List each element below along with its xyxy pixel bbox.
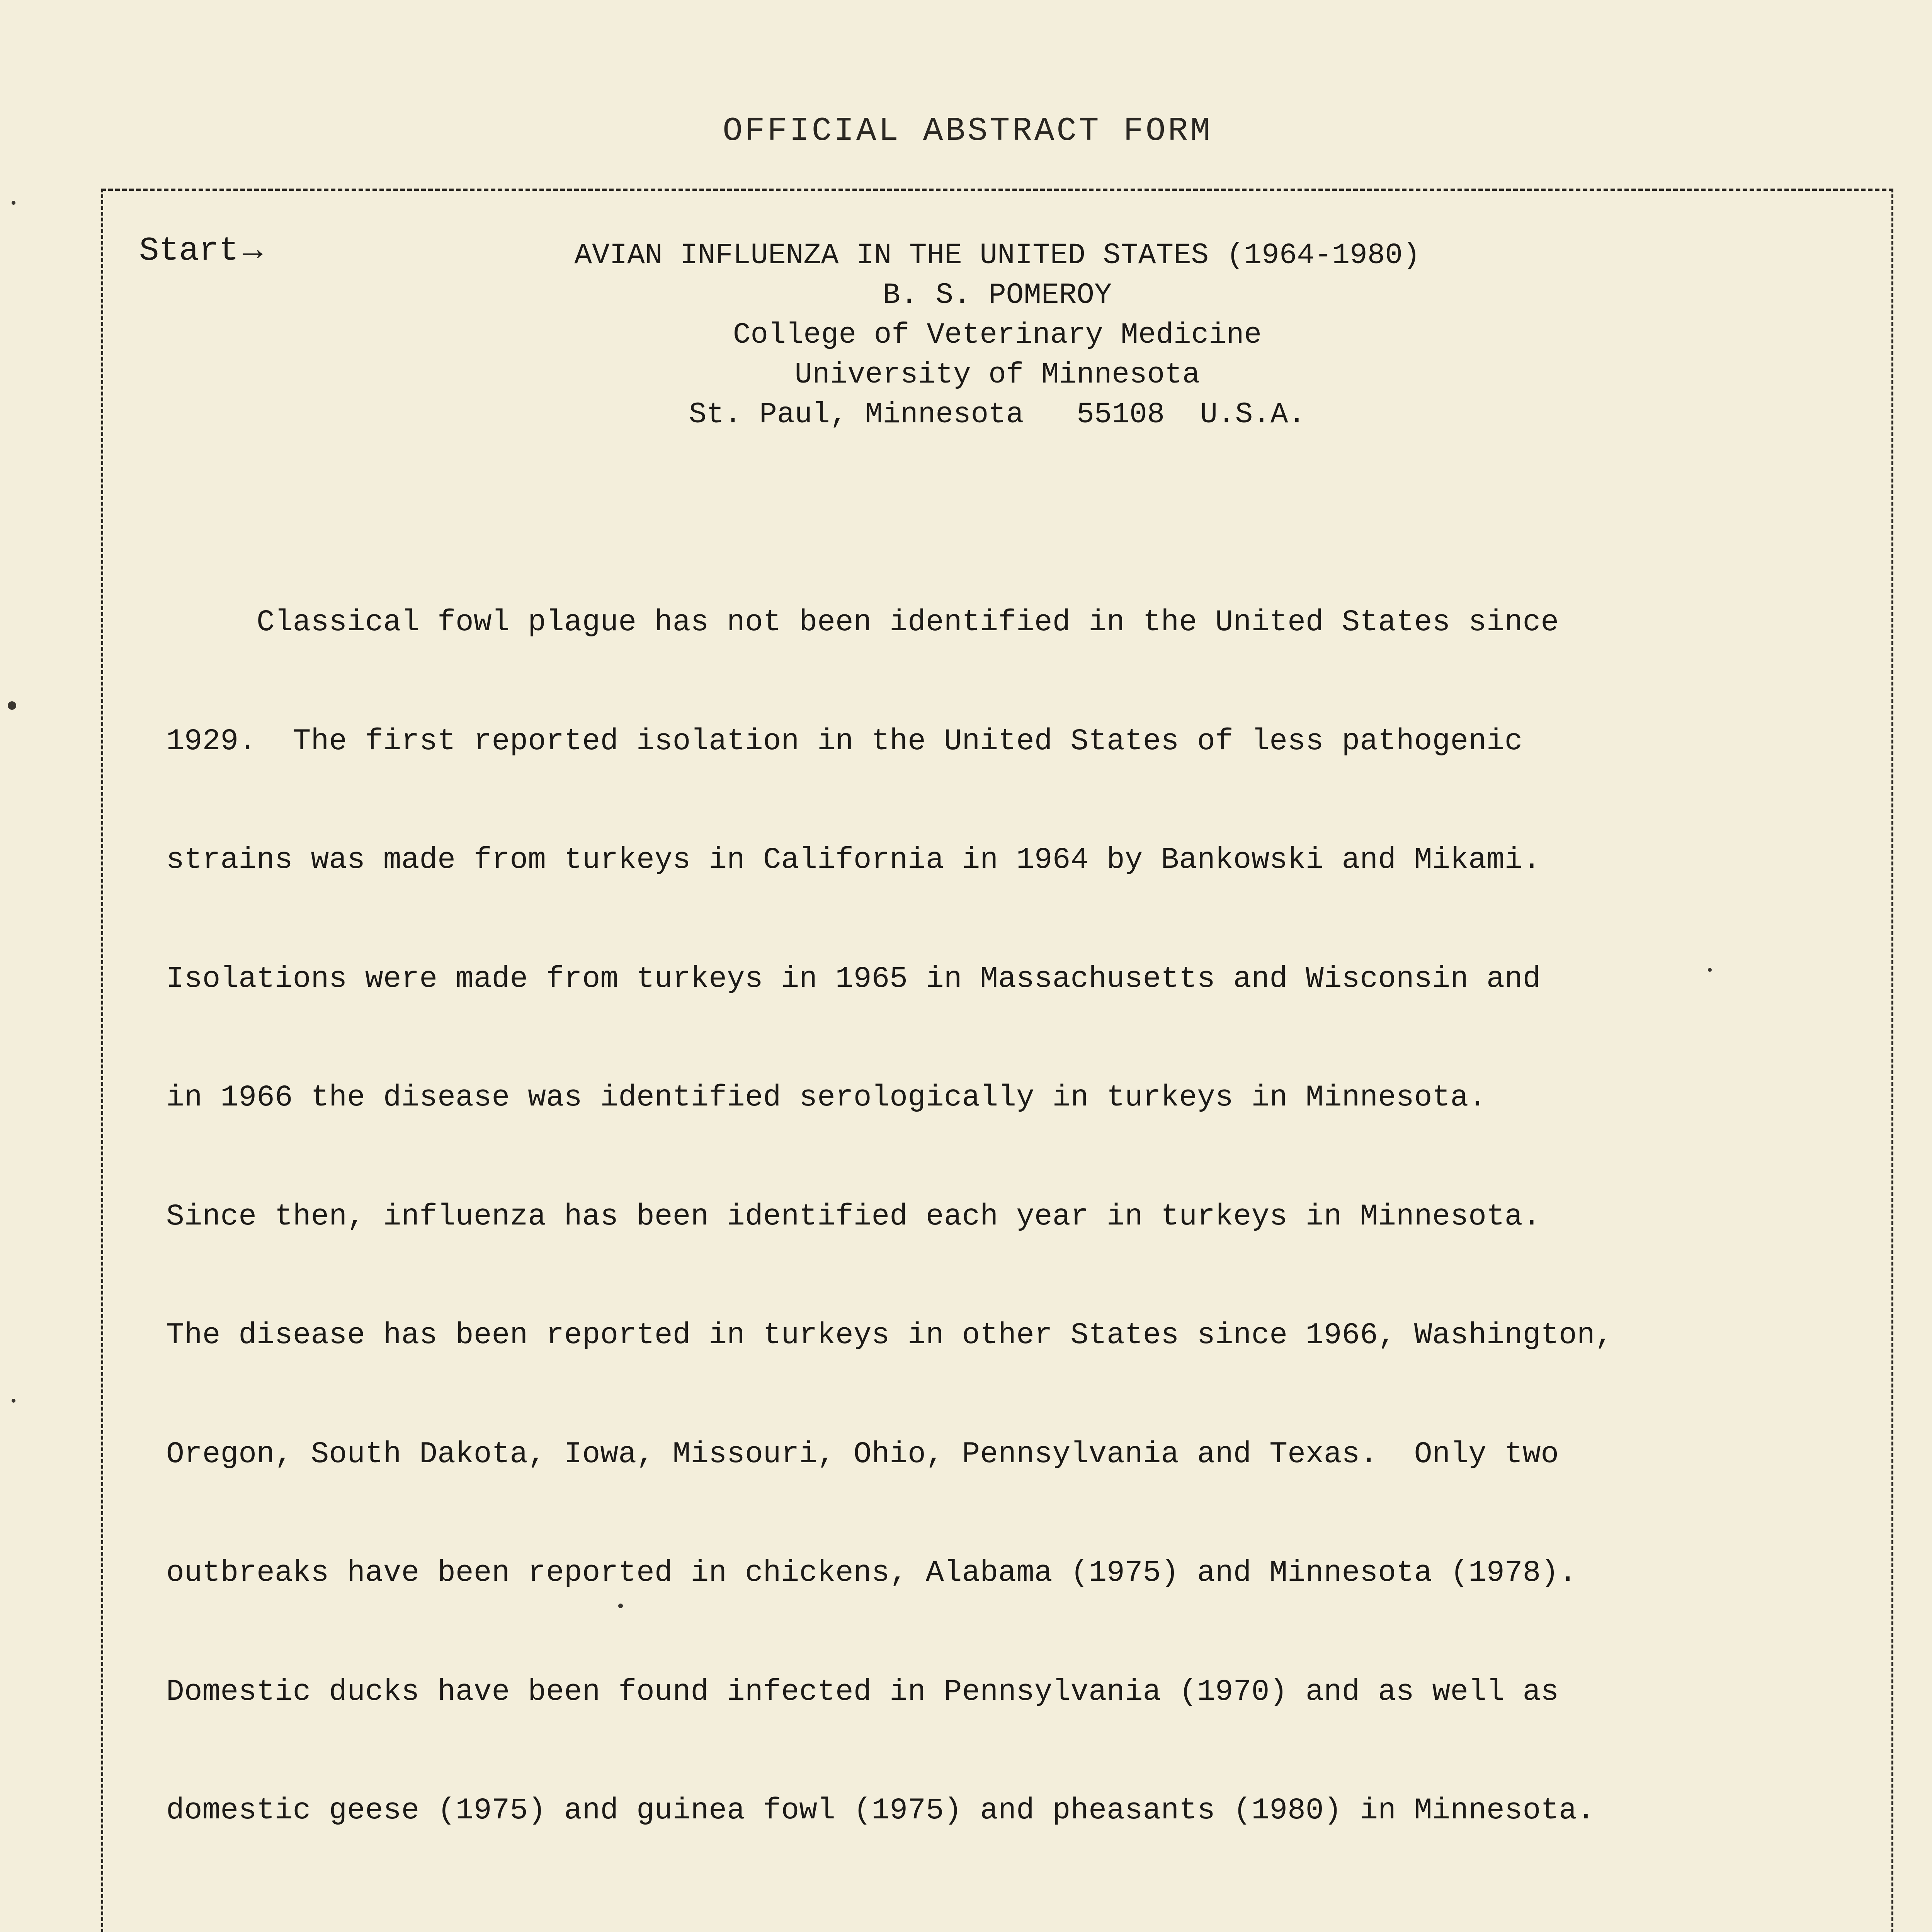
text-line: Domestic ducks have been found infected in Pennsylvania (1970) and as well as [166,1675,1559,1709]
university: University of Minnesota [794,358,1200,391]
text-line: outbreaks have been reported in chickens, Alabama (1975) and Minnesota (1978). [166,1556,1577,1590]
scan-speck [618,1604,623,1608]
paragraph-1 [166,524,1874,1910]
scan-speck [12,201,15,205]
abstract-title: AVIAN INFLUENZA IN THE UNITED STATES (1964-1980) [574,239,1420,272]
text-line: strains was made from turkeys in California in 1964 by Bankowski and Mikami. [166,843,1541,877]
text-line: Since then, influenza has been identified each year in turkeys in Minnesota. [166,1199,1541,1234]
arrow-right-icon: → [243,232,263,270]
text-line: Isolations were made from turkeys in 1965 in Massachusetts and Wisconsin and [166,962,1541,996]
department: College of Veterinary Medicine [733,318,1262,352]
abstract-body [166,524,1874,1932]
author-name: B. S. POMEROY [883,279,1112,312]
scan-speck [12,1399,15,1403]
abstract-header [101,236,1893,435]
address: St. Paul, Minnesota 55108 U.S.A. [689,398,1306,431]
text-line: domestic geese (1975) and guinea fowl (1975) and pheasants (1980) in Minnesota. [166,1794,1595,1828]
scan-speck [1708,968,1712,972]
form-title: OFFICIAL ABSTRACT FORM [723,112,1213,150]
text-line: Oregon, South Dakota, Iowa, Missouri, Ohio, Pennsylvania and Texas. Only two [166,1437,1559,1471]
text-line: 1929. The first reported isolation in the United States of less pathogenic [166,724,1523,759]
start-label: Start [139,232,239,270]
text-line: in 1966 the disease was identified serologically in turkeys in Minnesota. [166,1081,1486,1115]
scan-speck [8,701,16,710]
text-line: The disease has been reported in turkeys in other States since 1966, Washington, [166,1318,1613,1352]
text-line: Classical fowl plague has not been identified in the United States since [166,605,1559,639]
